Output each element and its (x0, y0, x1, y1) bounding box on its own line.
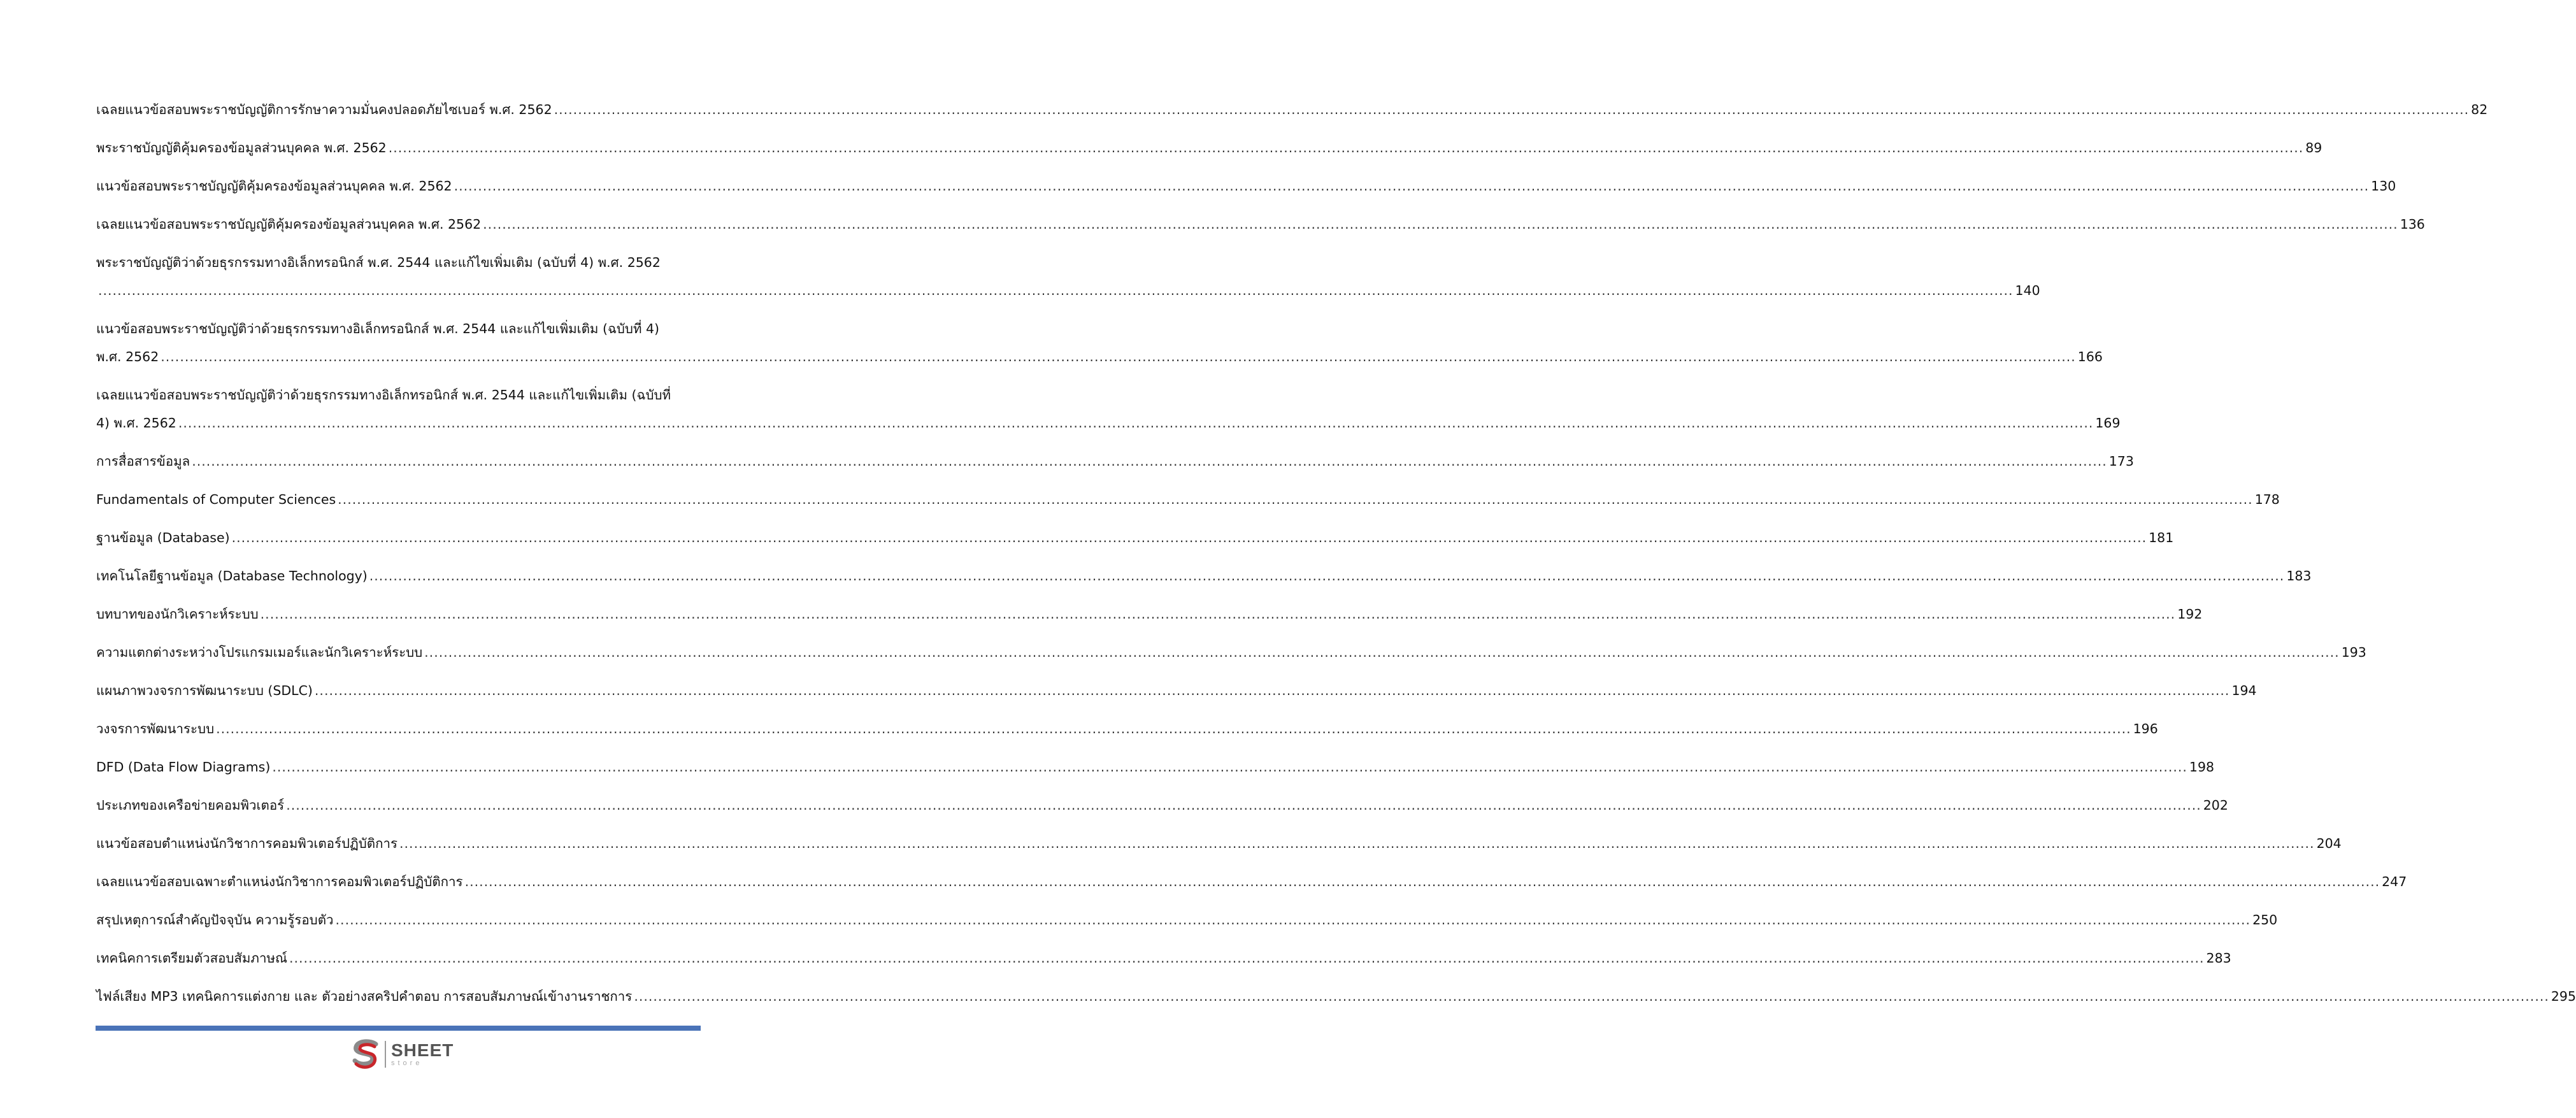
toc-page-number: 169 (2095, 415, 2121, 431)
toc-page-number: 247 (2382, 874, 2407, 889)
toc-entry (96, 753, 2215, 781)
toc-page-number: 183 (2286, 568, 2312, 584)
toc-dot-leader: ................................................................................................................................................................................................................................................................................................................................................................................................................ (260, 606, 2176, 622)
toc-dot-leader: ................................................................................................................................................................................................................................................................................................................................................................................................................ (464, 874, 2380, 889)
toc-page-number: 250 (2252, 912, 2278, 928)
toc-entry-title: เทคนิคการเตรียมตัวสอบสัมภาษณ์ (96, 950, 287, 966)
toc-entry (96, 868, 2407, 896)
toc-entry-title: ไฟล์เสียง MP3 เทคนิคการแต่งกาย และ ตัวอย่างสคริปคำตอบ การสอบสัมภาษณ์เข้างานราชการ (96, 989, 633, 1004)
toc-page-number: 166 (2077, 349, 2103, 364)
toc-dot-leader: ................................................................................................................................................................................................................................................................................................................................................................................................................ (424, 645, 2340, 660)
toc-entry (96, 982, 2576, 1010)
toc-page-number: 202 (2203, 798, 2228, 813)
toc-entry-title: ฐานข้อมูล (Database) (96, 530, 230, 545)
toc-entry-title: วงจรการพัฒนาระบบ (96, 721, 215, 736)
logo-subtext: store (391, 1059, 423, 1067)
toc-entry-row (96, 562, 2312, 590)
toc-entry (96, 96, 2488, 124)
toc-page-number: 181 (2149, 530, 2174, 545)
toc-dot-leader: ................................................................................................................................................................................................................................................................................................................................................................................................................ (634, 989, 2549, 1004)
toc-dot-leader: ................................................................................................................................................................................................................................................................................................................................................................................................................ (454, 178, 2370, 194)
toc-entry-row (96, 982, 2576, 1010)
toc-dot-leader: ................................................................................................................................................................................................................................................................................................................................................................................................................ (192, 454, 2107, 469)
toc-page-number: 130 (2371, 178, 2396, 194)
toc-entry-title: เฉลยแนวข้อสอบพระราชบัญญัติคุ้มครองข้อมูลส่วนบุคคล พ.ศ. 2562 (96, 217, 482, 232)
toc-entry-title: การสื่อสารข้อมูล (96, 454, 190, 469)
toc-dot-leader: ................................................................................................................................................................................................................................................................................................................................................................................................................ (335, 912, 2251, 928)
toc-page-number: 136 (2400, 217, 2425, 232)
toc-entry-title: แผนภาพวงจรการพัฒนาระบบ (SDLC) (96, 683, 313, 698)
toc-page-number: 198 (2189, 759, 2215, 775)
toc-entry (96, 447, 2134, 475)
logo-wordmark (391, 1042, 454, 1067)
toc-entry (96, 524, 2174, 552)
toc-page-number: 173 (2108, 454, 2134, 469)
toc-page-number: 82 (2471, 102, 2488, 117)
toc-entry-title: เทคโนโลยีฐานข้อมูล (Database Technology) (96, 568, 368, 584)
toc-entry-title: พ.ศ. 2562 (96, 349, 159, 364)
toc-entry-title: บทบาทของนักวิเคราะห์ระบบ (96, 606, 259, 622)
toc-dot-leader: ................................................................................................................................................................................................................................................................................................................................................................................................................ (388, 140, 2304, 155)
toc-entry-title-line1: เฉลยแนวข้อสอบพระราชบัญญัติว่าด้วยธุรกรรมทางอิเล็กทรอนิกส์ พ.ศ. 2544 และแก้ไขเพิ่มเติม (ฉบับที่ (96, 387, 671, 403)
toc-entry (96, 600, 2203, 628)
toc-entry-row (96, 906, 2278, 934)
toc-entry (96, 829, 2342, 857)
toc-page-number: 196 (2133, 721, 2158, 736)
toc-page-number: 89 (2305, 140, 2322, 155)
toc-entry-title: เฉลยแนวข้อสอบพระราชบัญญัติการรักษาความมั่นคงปลอดภัยไซเบอร์ พ.ศ. 2562 (96, 102, 552, 117)
toc-dot-leader: ................................................................................................................................................................................................................................................................................................................................................................................................................ (286, 798, 2201, 813)
logo-divider (385, 1041, 386, 1068)
toc-entry (96, 248, 2040, 305)
toc-entry-title: เฉลยแนวข้อสอบเฉพาะตำแหน่งนักวิชาการคอมพิวเตอร์ปฏิบัติการ (96, 874, 463, 889)
toc-entry (96, 715, 2158, 743)
toc-entry-title-line1: แนวข้อสอบพระราชบัญญัติว่าด้วยธุรกรรมทางอิเล็กทรอนิกส์ พ.ศ. 2544 และแก้ไขเพิ่มเติม (ฉบับที่ 4) (96, 321, 660, 336)
table-of-contents (96, 96, 2576, 1021)
toc-entry (96, 381, 2121, 437)
toc-entry (96, 638, 2366, 666)
toc-entry-row (96, 276, 2040, 305)
toc-entry-title-line1: พระราชบัญญัติว่าด้วยธุรกรรมทางอิเล็กทรอนิกส์ พ.ศ. 2544 และแก้ไขเพิ่มเติม (ฉบับที่ 4) พ.ศ. 2562 (96, 255, 661, 270)
toc-entry-row (96, 715, 2158, 743)
toc-page-number: 193 (2341, 645, 2366, 660)
toc-entry-row (96, 343, 2103, 371)
toc-entry-title: ประเภทของเครือข่ายคอมพิวเตอร์ (96, 798, 285, 813)
toc-entry-row (96, 96, 2488, 124)
toc-dot-leader: ................................................................................................................................................................................................................................................................................................................................................................................................................ (554, 102, 2470, 117)
toc-page-number: 194 (2231, 683, 2257, 698)
toc-entry (96, 315, 2103, 371)
toc-page-number: 283 (2206, 950, 2231, 966)
toc-entry-title: สรุปเหตุการณ์สำคัญปัจจุบัน ความรู้รอบตัว (96, 912, 334, 928)
toc-entry-row (96, 829, 2342, 857)
toc-dot-leader: ................................................................................................................................................................................................................................................................................................................................................................................................................ (314, 683, 2230, 698)
toc-entry-title: ความแตกต่างระหว่างโปรแกรมเมอร์และนักวิเคราะห์ระบบ (96, 645, 423, 660)
toc-entry-row (96, 409, 2121, 437)
sheet-store-logo (352, 1038, 454, 1070)
toc-entry (96, 677, 2257, 705)
toc-entry (96, 906, 2278, 934)
toc-page-number: 204 (2316, 836, 2342, 851)
toc-entry-row (96, 638, 2366, 666)
toc-page-number: 295 (2551, 989, 2576, 1004)
toc-entry (96, 562, 2312, 590)
toc-entry-row (96, 524, 2174, 552)
toc-page-number: 192 (2177, 606, 2203, 622)
toc-dot-leader: ................................................................................................................................................................................................................................................................................................................................................................................................................ (231, 530, 2147, 545)
toc-entry-row (96, 447, 2134, 475)
toc-entry-row (96, 485, 2280, 513)
toc-page-number: 140 (2015, 283, 2040, 298)
toc-dot-leader: ................................................................................................................................................................................................................................................................................................................................................................................................................ (369, 568, 2285, 584)
toc-entry-title: Fundamentals of Computer Sciences (96, 492, 336, 507)
toc-dot-leader: ................................................................................................................................................................................................................................................................................................................................................................................................................ (399, 836, 2315, 851)
toc-entry-title: แนวข้อสอบตำแหน่งนักวิชาการคอมพิวเตอร์ปฏิบัติการ (96, 836, 398, 851)
toc-entry-title: พระราชบัญญัติคุ้มครองข้อมูลส่วนบุคคล พ.ศ. 2562 (96, 140, 387, 155)
toc-entry-row (96, 753, 2215, 781)
toc-entry (96, 134, 2322, 162)
s-logo-icon (352, 1039, 381, 1070)
toc-dot-leader: ................................................................................................................................................................................................................................................................................................................................................................................................................ (178, 415, 2094, 431)
toc-dot-leader: ................................................................................................................................................................................................................................................................................................................................................................................................................ (98, 283, 2014, 298)
toc-entry-row (96, 172, 2396, 200)
logo-text: SHEET (391, 1040, 454, 1060)
toc-entry-title: DFD (Data Flow Diagrams) (96, 759, 271, 775)
toc-entry-title: 4) พ.ศ. 2562 (96, 415, 176, 431)
toc-dot-leader: ................................................................................................................................................................................................................................................................................................................................................................................................................ (483, 217, 2398, 232)
toc-dot-leader: ................................................................................................................................................................................................................................................................................................................................................................................................................ (338, 492, 2253, 507)
toc-entry (96, 791, 2228, 819)
toc-entry-row (96, 868, 2407, 896)
footer-rule (96, 1026, 701, 1031)
toc-entry (96, 172, 2396, 200)
toc-page-number: 178 (2254, 492, 2280, 507)
toc-entry (96, 944, 2231, 972)
toc-dot-leader: ................................................................................................................................................................................................................................................................................................................................................................................................................ (161, 349, 2076, 364)
toc-entry-row (96, 677, 2257, 705)
toc-entry-row (96, 791, 2228, 819)
toc-entry-row (96, 134, 2322, 162)
toc-dot-leader: ................................................................................................................................................................................................................................................................................................................................................................................................................ (216, 721, 2131, 736)
toc-entry-row (96, 210, 2425, 238)
toc-entry-row (96, 600, 2203, 628)
toc-dot-leader: ................................................................................................................................................................................................................................................................................................................................................................................................................ (289, 950, 2205, 966)
toc-entry-row (96, 944, 2231, 972)
toc-entry (96, 485, 2280, 513)
toc-dot-leader: ................................................................................................................................................................................................................................................................................................................................................................................................................ (272, 759, 2187, 775)
toc-entry-title: แนวข้อสอบพระราชบัญญัติคุ้มครองข้อมูลส่วนบุคคล พ.ศ. 2562 (96, 178, 452, 194)
toc-entry (96, 210, 2425, 238)
